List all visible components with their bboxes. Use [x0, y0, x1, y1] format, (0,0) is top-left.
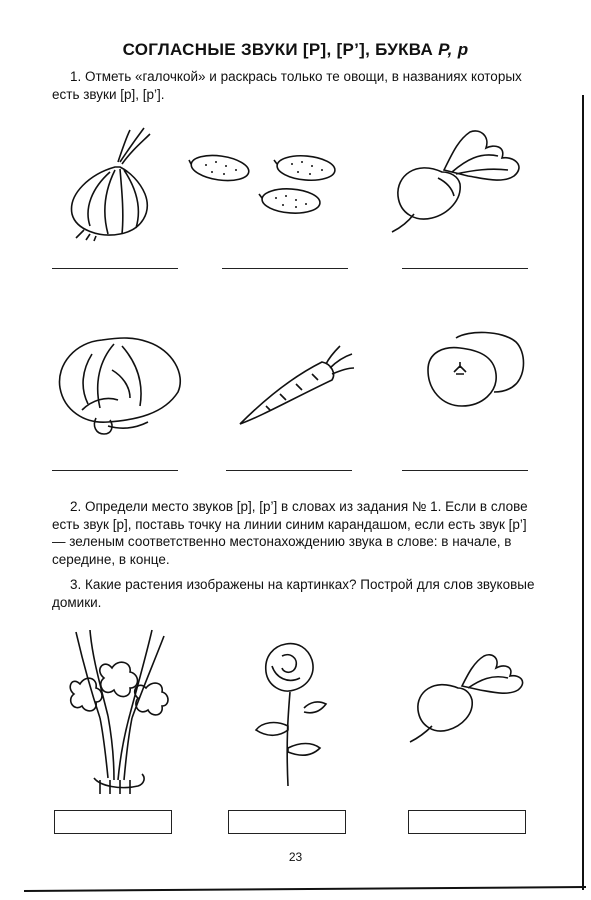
- page-title: [0, 40, 591, 60]
- task-1-text: 1. Отметь «галочкой» и раскрась только те овощи, в названиях которых есть звуки [р], [р’].: [52, 69, 522, 102]
- violets-icon: [60, 628, 180, 796]
- answer-line[interactable]: [402, 268, 528, 269]
- rose-icon: [246, 638, 332, 788]
- answer-line[interactable]: [402, 470, 528, 471]
- carrot-icon: [232, 344, 356, 432]
- cabbage-icon: [52, 330, 187, 438]
- page-title-text: СОГЛАСНЫЕ ЗВУКИ [Р], [Р’], БУКВА: [122, 40, 439, 59]
- answer-line[interactable]: [52, 268, 178, 269]
- answer-line[interactable]: [226, 470, 352, 471]
- page-border-right: [582, 95, 584, 890]
- radish-icon: [382, 126, 532, 236]
- task-3-text: 3. Какие растения изображены на картинках? Построй для слов звуковые домики.: [52, 577, 535, 610]
- task-3: [52, 576, 538, 611]
- tomatoes-icon: [418, 330, 530, 412]
- radish-icon: [404, 650, 530, 746]
- task-1: [52, 68, 538, 103]
- answer-line[interactable]: [222, 268, 348, 269]
- page-border-bottom: [24, 886, 586, 892]
- sound-house-box[interactable]: [408, 810, 526, 834]
- page-title-letters: Р, р: [438, 40, 469, 59]
- page-number: 23: [288, 850, 303, 864]
- sound-house-box[interactable]: [54, 810, 172, 834]
- task-2-text: 2. Определи место звуков [р], [р’] в словах из задания № 1. Если в слове есть звук [р], поставь точку на линии синим карандашом, если есть звук [р’] — зеленым соответственно местонахождению звука в слове: в начале, в середине, в конце.: [52, 499, 528, 567]
- sound-house-box[interactable]: [228, 810, 346, 834]
- cucumbers-icon: [188, 148, 363, 220]
- answer-line[interactable]: [52, 470, 178, 471]
- task-2: [52, 498, 538, 568]
- onion-icon: [60, 122, 170, 242]
